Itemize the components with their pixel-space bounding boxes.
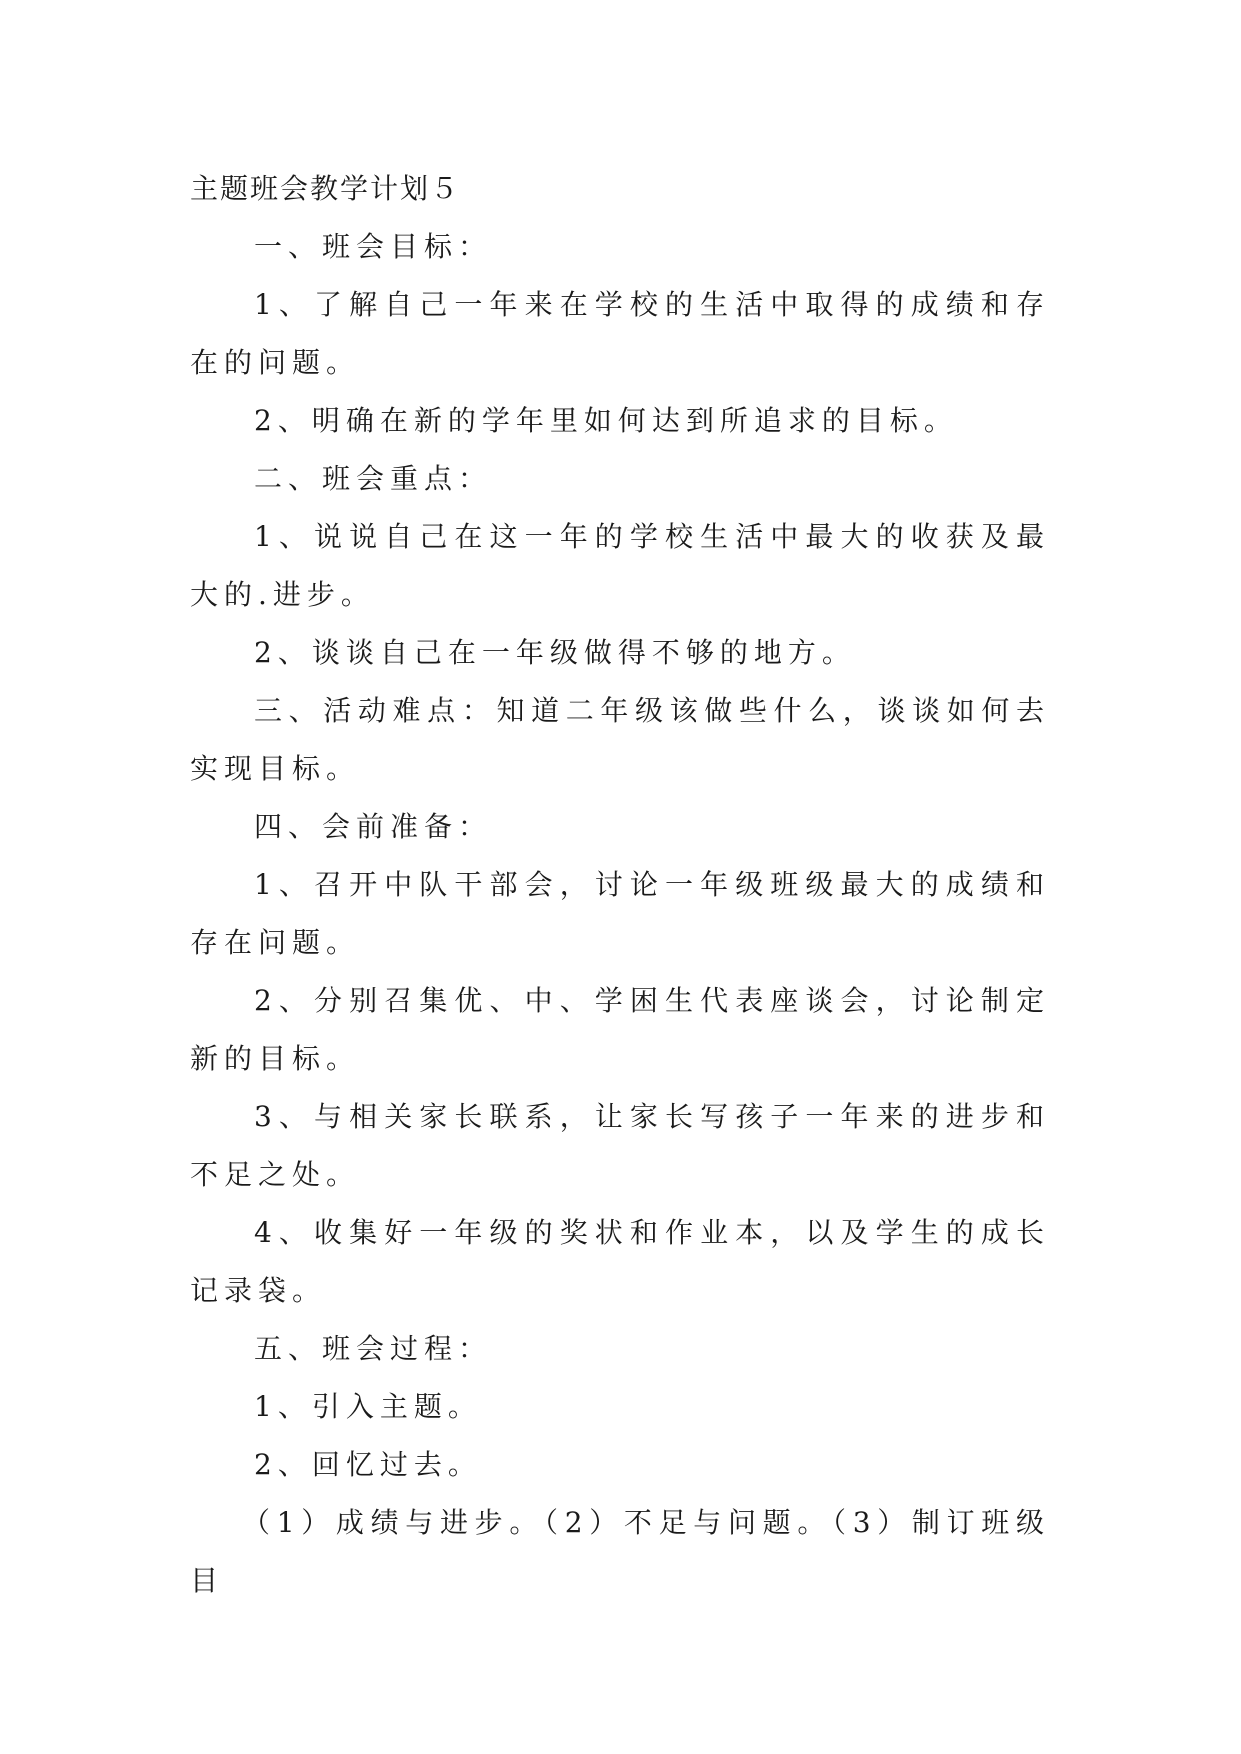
paragraph-goals-heading: 一、班会目标：	[254, 230, 493, 263]
paragraph-prep-heading: 四、会前准备：	[254, 810, 493, 843]
paragraph-process-2: 2、回忆过去。	[254, 1448, 482, 1481]
paragraph-goal-1: 1、了解自己一年来在学校的生活中取得的成绩和存在的问题。	[190, 288, 1050, 379]
document-title: 主题班会教学计划５	[190, 172, 461, 205]
paragraph-process-detail: （1）成绩与进步。（2）不足与问题。（3）制订班级目	[190, 1506, 1050, 1597]
paragraph-process-heading: 五、班会过程：	[254, 1332, 493, 1365]
paragraph-process-1: 1、引入主题。	[254, 1390, 482, 1423]
paragraph-goal-2: 2、明确在新的学年里如何达到所追求的目标。	[254, 404, 958, 437]
paragraph-focus-1: 1、说说自己在这一年的学校生活中最大的收获及最大的.进步。	[190, 520, 1050, 611]
paragraph-prep-3: 3、与相关家长联系，让家长写孩子一年来的进步和不足之处。	[190, 1100, 1050, 1191]
paragraph-prep-4: 4、收集好一年级的奖状和作业本，以及学生的成长记录袋。	[190, 1216, 1050, 1307]
paragraph-focus-2: 2、谈谈自己在一年级做得不够的地方。	[254, 636, 856, 669]
paragraph-focus-heading: 二、班会重点：	[254, 462, 493, 495]
paragraph-difficulty: 三、活动难点：知道二年级该做些什么，谈谈如何去实现目标。	[190, 694, 1050, 785]
paragraph-prep-1: 1、召开中队干部会，讨论一年级班级最大的成绩和存在问题。	[190, 868, 1050, 959]
paragraph-prep-2: 2、分别召集优、中、学困生代表座谈会，讨论制定新的目标。	[190, 984, 1050, 1075]
document-page	[190, 160, 1050, 1610]
